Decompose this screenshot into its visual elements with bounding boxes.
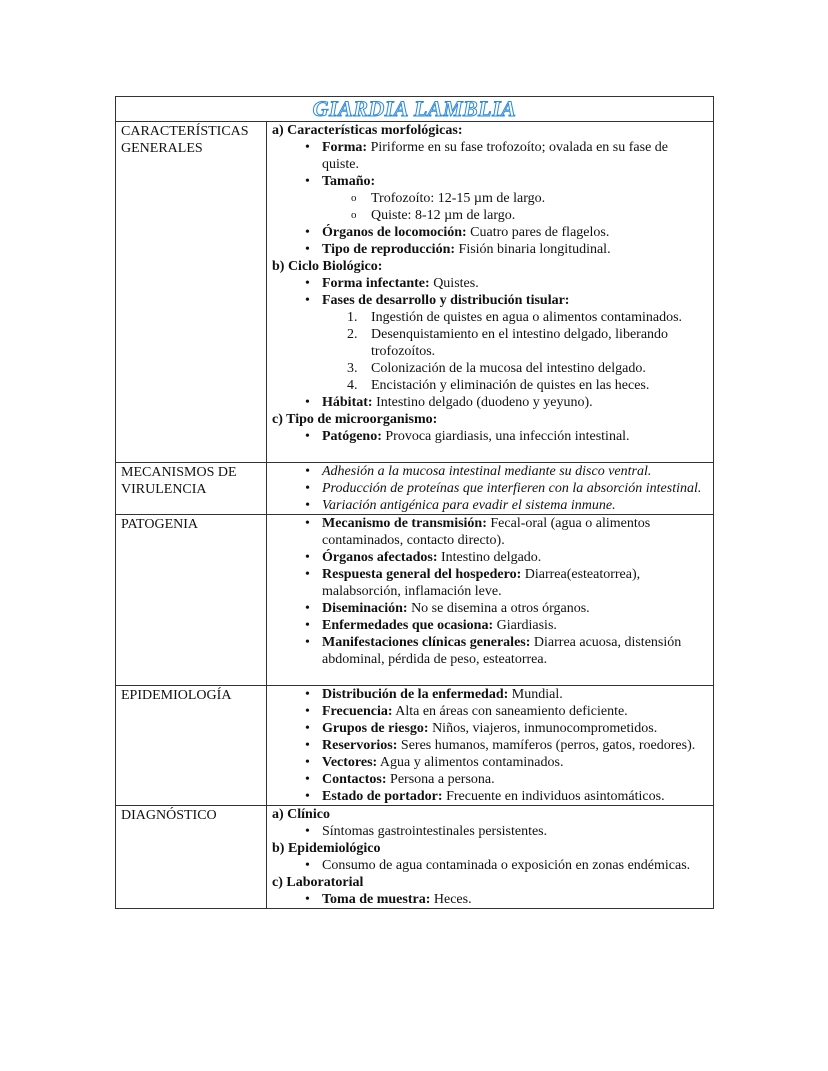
item-label: Enfermedades que ocasiona:: [322, 618, 494, 633]
item-label: Órganos de locomoción:: [322, 225, 467, 240]
item-text: Niños, viajeros, inmunocomprometidos.: [428, 721, 658, 736]
item-text: Fecal-oral (agua o alimentos contaminados, contacto directo).: [322, 516, 651, 548]
item-label: Hábitat:: [322, 395, 373, 410]
section-label: PATOGENIA: [116, 515, 267, 686]
item-label: Contactos:: [322, 772, 387, 787]
numbered-item: [272, 309, 708, 326]
bullet-item: [272, 566, 708, 600]
section-row: [116, 686, 714, 806]
item-label: Distribución de la enfermedad:: [322, 687, 509, 702]
section-row: [116, 463, 714, 515]
bullet-item: [272, 428, 708, 445]
section-content: [267, 515, 714, 686]
item-text: Consumo de agua contaminada o exposición en zonas endémicas.: [322, 858, 691, 873]
bullet-item: [272, 549, 708, 566]
bullet-item: [272, 857, 708, 874]
bullet-item: [272, 771, 708, 788]
numbered-item: [272, 360, 708, 377]
bullet-item: [272, 480, 708, 497]
bullet-item: [272, 463, 708, 480]
bullet-item: [272, 891, 708, 908]
bullet-item: [272, 686, 708, 703]
section-content: [267, 686, 714, 806]
item-label: Patógeno:: [322, 429, 382, 444]
item-number: 3.: [347, 361, 358, 376]
section-row: [116, 515, 714, 686]
item-text: Diarrea(esteatorrea), malabsorción, inflamación leve.: [322, 567, 641, 599]
giardia-table: [115, 96, 714, 909]
subheading: b) Epidemiológico: [272, 841, 381, 856]
subheading: a) Características morfológicas:: [272, 123, 463, 138]
section-content: [267, 122, 714, 463]
numbered-item: [272, 377, 708, 394]
section-row: [116, 806, 714, 909]
subheading: b) Ciclo Biológico:: [272, 259, 383, 274]
item-number: 4.: [347, 378, 358, 393]
section-content: [267, 463, 714, 515]
item-text: Frecuente en individuos asintomáticos.: [442, 789, 665, 804]
section-label: EPIDEMIOLOGÍA: [116, 686, 267, 806]
bullet-item: [272, 292, 708, 309]
item-text: Alta en áreas con saneamiento deficiente.: [392, 704, 628, 719]
item-label: Respuesta general del hospedero:: [322, 567, 522, 582]
bullet-item: [272, 241, 708, 258]
bullet-item: [272, 754, 708, 771]
subheading: a) Clínico: [272, 807, 330, 822]
item-label: Estado de portador:: [322, 789, 443, 804]
item-label: Tamaño:: [322, 174, 376, 189]
bullet-item: [272, 634, 708, 668]
item-label: Mecanismo de transmisión:: [322, 516, 487, 531]
item-text: Piriforme en su fase trofozoíto; ovalada en su fase de quiste.: [322, 140, 668, 172]
item-label: Grupos de riesgo:: [322, 721, 429, 736]
item-number: 1.: [347, 310, 358, 325]
item-label: Vectores:: [322, 755, 378, 770]
item-text: Mundial.: [508, 687, 563, 702]
item-text: Persona a persona.: [386, 772, 495, 787]
bullet-item: [272, 617, 708, 634]
item-text: Cuatro pares de flagelos.: [466, 225, 610, 240]
bullet-item: [272, 823, 708, 840]
item-label: Fases de desarrollo y distribución tisular:: [322, 293, 570, 308]
item-text: Encistación y eliminación de quistes en las heces.: [371, 378, 650, 393]
item-text: Desenquistamiento en el intestino delgado, liberando trofozoítos.: [371, 327, 669, 359]
item-label: Forma infectante:: [322, 276, 430, 291]
sub-list-item: o Quiste: 8-12 µm de largo.: [272, 207, 708, 224]
item-text: Producción de proteínas que interfieren con la absorción intestinal.: [322, 481, 702, 496]
bullet-item: [272, 173, 708, 190]
section-label: MECANISMOS DE VIRULENCIA: [116, 463, 267, 515]
bullet-item: [272, 703, 708, 720]
bullet-item: [272, 737, 708, 754]
item-text: Diarrea acuosa, distensión abdominal, pérdida de peso, esteatorrea.: [322, 635, 682, 667]
bullet-item: [272, 394, 708, 411]
item-number: 2.: [347, 327, 358, 342]
bullet-item: [272, 224, 708, 241]
item-label: Frecuencia:: [322, 704, 393, 719]
bullet-item: [272, 497, 708, 514]
item-text: Giardiasis.: [493, 618, 557, 633]
bullet-item: [272, 139, 708, 173]
bullet-item: [272, 600, 708, 617]
sub-list-item: o Trofozoíto: 12-15 µm de largo.: [272, 190, 708, 207]
bullet-item: [272, 788, 708, 805]
item-text: Provoca giardiasis, una infección intestinal.: [381, 429, 630, 444]
document-title: GIARDIA LAMBLIA: [312, 96, 517, 121]
item-text: Ingestión de quistes en agua o alimentos contaminados.: [371, 310, 683, 325]
section-label: CARACTERÍSTICAS GENERALES: [116, 122, 267, 463]
item-text: Seres humanos, mamíferos (perros, gatos, roedores).: [397, 738, 696, 753]
bullet-item: [272, 720, 708, 737]
subheading: c) Laboratorial: [272, 875, 364, 890]
item-text: No se disemina a otros órganos.: [407, 601, 590, 616]
item-label: Manifestaciones clínicas generales:: [322, 635, 531, 650]
item-label: Reservorios:: [322, 738, 398, 753]
bullet-item: [272, 515, 708, 549]
item-text: Heces.: [430, 892, 472, 907]
numbered-item: [272, 326, 708, 360]
item-text: Variación antigénica para evadir el sistema inmune.: [322, 498, 616, 513]
section-content: [267, 806, 714, 909]
item-text: Adhesión a la mucosa intestinal mediante su disco ventral.: [322, 464, 652, 479]
section-row: [116, 122, 714, 463]
item-label: Órganos afectados:: [322, 550, 438, 565]
item-text: Agua y alimentos contaminados.: [377, 755, 564, 770]
item-text: Colonización de la mucosa del intestino delgado.: [371, 361, 646, 376]
bullet-item: [272, 275, 708, 292]
item-text: Intestino delgado.: [437, 550, 542, 565]
item-label: Forma:: [322, 140, 368, 155]
item-text: Síntomas gastrointestinales persistentes.: [322, 824, 548, 839]
item-text: Intestino delgado (duodeno y yeyuno).: [372, 395, 593, 410]
item-label: Diseminación:: [322, 601, 408, 616]
item-label: Toma de muestra:: [322, 892, 431, 907]
title-row: [116, 97, 714, 122]
subheading: c) Tipo de microorganismo:: [272, 412, 438, 427]
item-label: Tipo de reproducción:: [322, 242, 456, 257]
section-label: DIAGNÓSTICO: [116, 806, 267, 909]
item-text: Quistes.: [429, 276, 479, 291]
item-text: Fisión binaria longitudinal.: [455, 242, 611, 257]
